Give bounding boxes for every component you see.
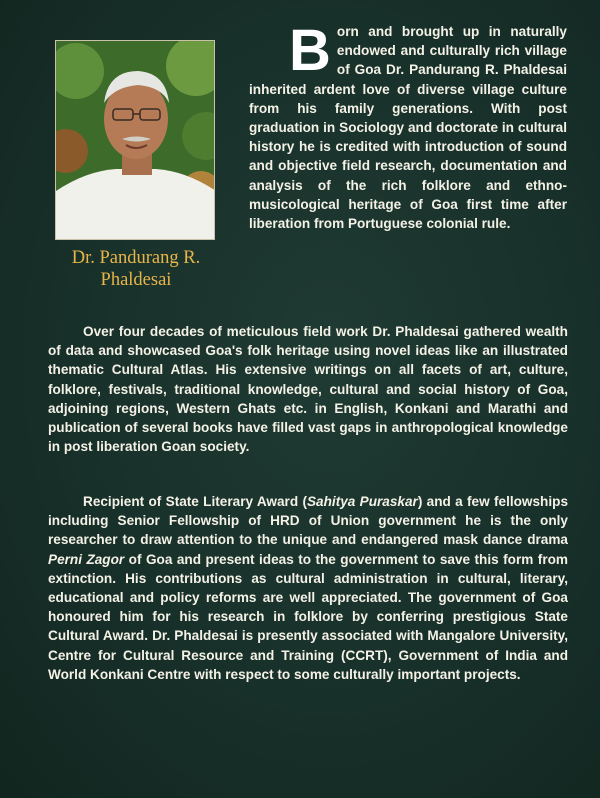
author-name-line1: Dr. Pandurang R. (71, 248, 201, 268)
awards-text-1: Recipient of State Literary Award ( (83, 494, 307, 509)
drama-name: Perni Zagor (48, 551, 125, 567)
author-caption (40, 247, 232, 291)
awards-text-3: of Goa and present ideas to the government to save this form from extinction. His contributions as cultural administration in cultural, literary, educational and policy reforms are well appreciated. The government of Goa honoured him for his research in folklore by conferring prestigious State Cultural Award. Dr. Phaldesai is presently associated with Mangalore University, Centre for Cultural Resource and Training (CCRT), Government of India and World Konkani Centre with respect to some culturally important projects. (48, 551, 568, 682)
drop-cap: B (289, 18, 331, 83)
fieldwork-paragraph: Over four decades of meticulous field work Dr. Phaldesai gathered wealth of data and showcased Goa's folk heritage using novel ideas like an illustrated thematic Cultural Atlas. His extensive writings on all facets of art, culture, folklore, festivals, traditional knowledge, cultural and social history of Goa, adjoining regions, Western Ghats etc. in English, Konkani and Marathi and publication of several books have filled vast gaps in anthropological knowledge in post liberation Goan society. (48, 324, 568, 455)
awards-paragraph (48, 492, 568, 684)
author-photo (55, 40, 215, 240)
award-name: Sahitya Puraskar (306, 494, 418, 509)
author-name-line2: Phaldesai (100, 270, 172, 290)
intro-paragraph (249, 18, 567, 233)
awards-text-2: ) and a few fellowships including Senior Fellowship of HRD of Union government he is the only researcher to draw attention to the unique and endangered mask dance drama (48, 494, 569, 548)
intro-text: orn and brought up in naturally endowed and culturally rich village of Goa Dr. Pandurang R. Phaldesai inherited ardent love of diverse village culture from his family generations. With post graduation in Sociology and doctorate in cultural history he is credited with introduction of sound and objective field research, documentation and analysis of the rich folklore and ethno-musicological heritage of Goa first time after liberation from Portuguese colonial rule. (249, 24, 567, 232)
